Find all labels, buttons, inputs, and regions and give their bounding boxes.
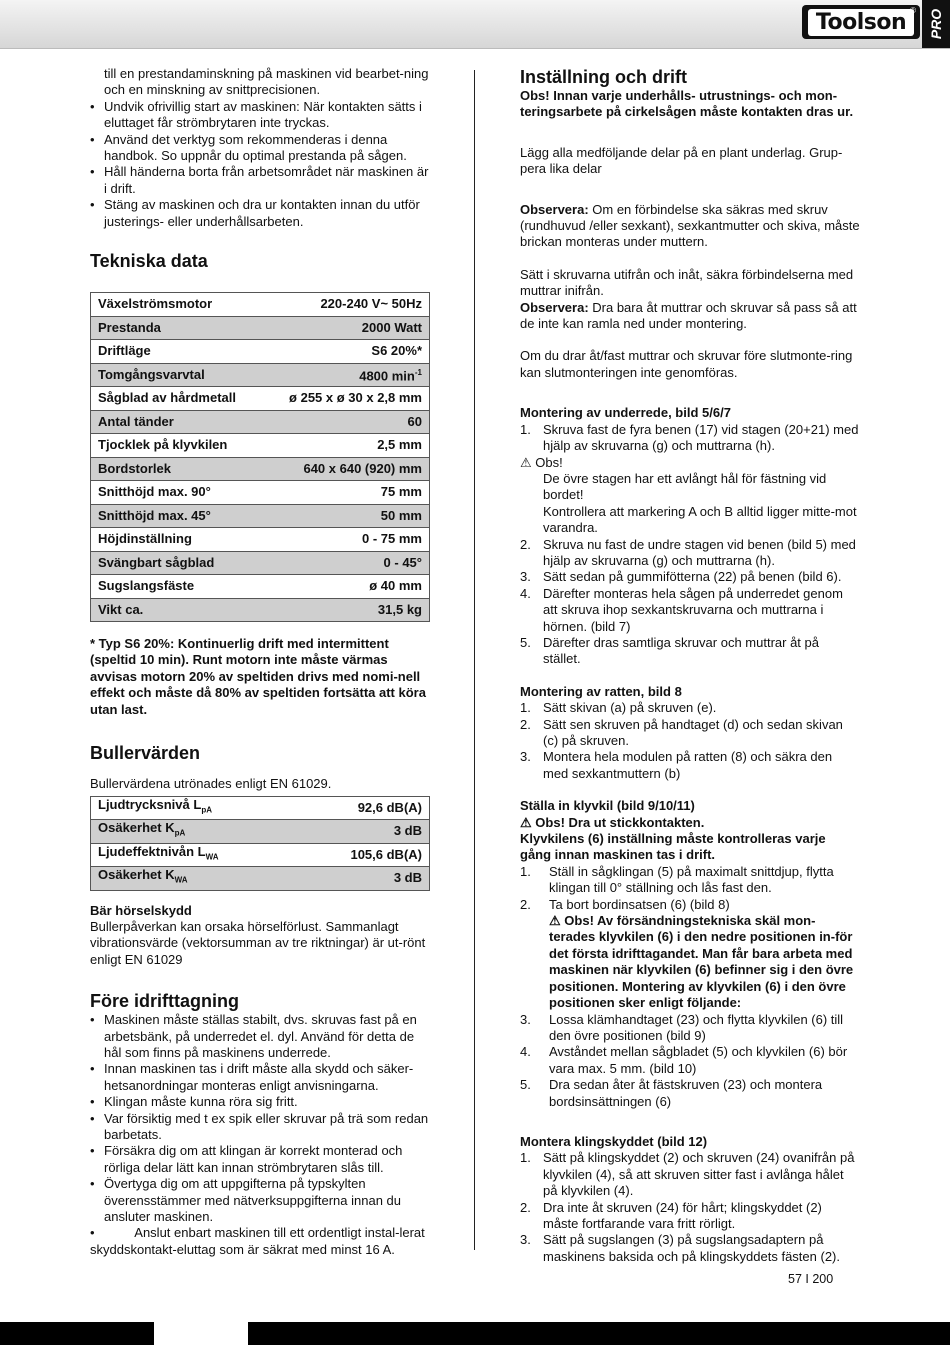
- noise-value: 3 dB: [298, 867, 430, 891]
- list-item: [520, 749, 860, 782]
- paragraph: Om du drar åt/fast muttrar och skruvar före slutmonte-ring kan slutmonteringen inte genomföras.: [520, 348, 853, 380]
- list-item: [520, 1200, 860, 1233]
- table-row: [91, 867, 430, 891]
- list-item: • Undvik ofrivillig start av maskinen: När kontakten sätts i eluttaget får strömbrytaren inte tryckas.: [90, 99, 430, 132]
- spec-value: 0 - 45°: [263, 551, 430, 575]
- spec-label: Antal tänder: [91, 410, 263, 434]
- spec-value: S6 20%*: [263, 340, 430, 364]
- step-number: 1.: [520, 700, 531, 716]
- step-text: Avståndet mellan sågbladet (5) och klyvkilen (6) bör vara max. 5 mm. (bild 10): [549, 1044, 848, 1076]
- pro-label: PRO: [928, 8, 944, 40]
- observe-label: Observera:: [520, 201, 589, 217]
- step-number: 3.: [520, 569, 531, 585]
- table-row: [91, 504, 430, 528]
- step-text: Skruva fast de fyra benen (17) vid stagen (20+21) med hjälp av skruvarna (g) och muttrarna (h).: [543, 421, 859, 454]
- section-heading: Montera klingskyddet (bild 12): [520, 1133, 708, 1149]
- spec-label: Snitthöjd max. 90°: [91, 481, 263, 505]
- list-item: [520, 1077, 860, 1110]
- noise-value: 92,6 dB(A): [298, 796, 430, 820]
- noise-value: 3 dB: [298, 820, 430, 844]
- section-heading: Montering av ratten, bild 8: [520, 683, 682, 699]
- step-number: 3.: [520, 749, 531, 765]
- list-item: • Försäkra dig om att klingan är korrekt monterad och rörliga delar lätt kan innan strömbrytaren slås till.: [90, 1143, 430, 1176]
- shipping-warning: [520, 913, 860, 1011]
- page-header: [0, 0, 950, 49]
- spec-value: [263, 363, 430, 387]
- table-row: [91, 598, 430, 622]
- tech-data-heading: Tekniska data: [90, 251, 208, 272]
- right-column: [520, 66, 860, 1265]
- before-use-bullets: [90, 1012, 430, 1225]
- list-item: • Använd det verktyg som rekommenderas i denna handbok. So uppnår du optimal prestanda på sågen.: [90, 132, 430, 165]
- section-heading: Montering av underrede, bild 5/6/7: [520, 405, 731, 421]
- list-item: [520, 586, 860, 635]
- list-item: 1. Skruva fast de fyra benen (17) vid stagen (20+21) med hjälp av skruvarna (g) och muttrarna (h).: [520, 421, 859, 454]
- table-row: [91, 843, 430, 867]
- spec-label: Tomgångsvarvtal: [91, 363, 263, 387]
- noise-label-text: Ljudtrycksnivå L: [98, 796, 202, 812]
- noise-sub: WA: [174, 875, 188, 885]
- list-item: 1. Ställ in sågklingan (5) på maximalt snittdjup, flytta klingan till 0° ställning och lås fast den.: [520, 863, 834, 896]
- table-row: [91, 434, 430, 458]
- noise-sub: pA: [174, 828, 186, 838]
- paragraph: Lägg alla medföljande delar på en plant underlag. Grup-pera lika delar: [520, 144, 843, 177]
- warning-icon: ⚠: [520, 814, 532, 830]
- list-item: • Övertyga dig om att uppgifterna på typskylten överensstämmer med nätverksuppgifterna innan du ansluter maskinen.: [90, 1176, 430, 1225]
- table-row: [91, 316, 430, 340]
- noise-heading: Bullervärden: [90, 743, 201, 764]
- spec-label: Sågblad av hårdmetall: [91, 387, 263, 411]
- spec-value: 2000 Watt: [263, 316, 430, 340]
- noise-sub: WA: [205, 852, 219, 862]
- step-text: Sätt skivan (a) på skruven (e).: [543, 700, 717, 716]
- spec-label: Prestanda: [91, 316, 263, 340]
- list-item: [520, 635, 860, 668]
- step-text: Montera hela modulen på ratten (8) och säkra den med sexkantmuttern (b): [543, 749, 833, 781]
- noise-label-text: Osäkerhet K: [98, 867, 175, 883]
- step-text: Sätt sen skruven på handtaget (d) och sedan skivan (c) på skruven.: [543, 716, 843, 748]
- warning-text: Obs! Dra ut stickkontakten.: [535, 814, 705, 830]
- list-item: [520, 537, 860, 570]
- table-row: [91, 457, 430, 481]
- spec-label: Bordstorlek: [91, 457, 263, 481]
- footer-gap: [154, 1322, 248, 1345]
- spec-value: 220-240 V~ 50Hz: [263, 293, 430, 317]
- observe-note-1: [520, 202, 860, 251]
- list-item: [520, 700, 860, 716]
- rpm-exponent: -1: [414, 367, 422, 377]
- last-bullet: • Anslut enbart maskinen till ett ordentligt instal-lerat skyddskontakt-eluttag som är säkrat med minst 16 A.: [90, 1225, 425, 1257]
- obs-line: De övre stagen har ett avlångt hål för fästning vid bordet!: [543, 470, 827, 503]
- table-row: [91, 528, 430, 552]
- page-number: 57 I 200: [788, 1272, 834, 1286]
- table-row: [91, 796, 430, 820]
- noise-value: 105,6 dB(A): [298, 843, 430, 867]
- step-text: Lossa klämhandtaget (23) och flytta klyvkilen (6) till den övre positionen (bild 9): [549, 1011, 844, 1043]
- noise-label: [91, 820, 298, 844]
- spec-value: ø 40 mm: [263, 575, 430, 599]
- obs-label: Obs!: [535, 454, 563, 470]
- spec-value: 50 mm: [263, 504, 430, 528]
- list-item: • Innan maskinen tas i drift måste alla skydd och säker-hetsanordningar monteras enligt anvisningarna.: [90, 1061, 430, 1094]
- spec-label: Snitthöjd max. 45°: [91, 504, 263, 528]
- spec-label: Svängbart sågblad: [91, 551, 263, 575]
- spec-value: 2,5 mm: [263, 434, 430, 458]
- maintenance-warning: Obs! Innan varje underhålls- utrustnings- och mon-teringsarbete på cirkelsågen måste kontakten dras ur.: [520, 88, 854, 120]
- noise-label: [91, 843, 298, 867]
- table-row: [91, 293, 430, 317]
- table-row: [91, 575, 430, 599]
- base-steps: [520, 422, 860, 455]
- tech-data-table: [90, 292, 430, 622]
- step-number: 3.: [520, 1232, 531, 1248]
- rpm-value: 4800 min: [359, 368, 415, 384]
- warning-icon: ⚠: [549, 913, 561, 929]
- step-text: Därefter monteras hela sågen på underredet genom att skruva ihop sexkantskruvarna och muttrarna i hörnen. (bild 7): [543, 585, 843, 634]
- spec-value: 31,5 kg: [263, 598, 430, 622]
- intro-continuation: till en prestandaminskning på maskinen vid bearbet-ning och en minskning av snittprecisionen.: [104, 66, 429, 98]
- spec-value: 60: [263, 410, 430, 434]
- observe-note-2: [520, 300, 860, 333]
- spec-label: Höjdinställning: [91, 528, 263, 552]
- toolson-logo: [802, 5, 920, 39]
- obs-line: Kontrollera att markering A och B alltid ligger mitte-mot varandra.: [543, 503, 857, 536]
- step-text: Dra sedan åter åt fästskruven (23) och montera bordsinsättningen (6): [549, 1077, 823, 1109]
- spec-label: Vikt ca.: [91, 598, 263, 622]
- table-row: [91, 551, 430, 575]
- duty-footnote: * Typ S6 20%: Kontinuerlig drift med intermittent (speltid 10 min). Runt motorn inte måste värmas avvisas motorn 20% av speltiden drivs med nomi-nell effekt och måste då 80% av speltiden fortsätta att köra utan last.: [90, 636, 426, 717]
- riving-knife-note: Klyvkilens (6) inställning måste kontrolleras varje gång innan maskinen tas i drift.: [520, 831, 826, 863]
- list-item: • Var försiktig med t ex spik eller skruvar på trä som redan barbetats.: [90, 1111, 430, 1144]
- spec-label: Sugslangsfäste: [91, 575, 263, 599]
- registered-mark: ®: [910, 6, 916, 15]
- noise-intro: Bullervärdena utrönades enligt EN 61029.: [90, 776, 332, 792]
- step-text: Sätt på sugslangen (3) på sugslangsadaptern på maskinens baksida och på klingskyddets fästen (2).: [543, 1232, 840, 1264]
- base-steps-cont: [520, 537, 860, 668]
- list-item: [520, 1044, 860, 1077]
- noise-table: [90, 796, 430, 891]
- wheel-steps: [520, 700, 860, 782]
- last-bullet-text: Anslut enbart maskinen till ett ordentligt instal-lerat skyddskontakt-eluttag som är säkrat med minst 16 A.: [90, 1225, 425, 1257]
- before-use-heading: Före idrifttagning: [90, 991, 239, 1012]
- settings-heading: Inställning och drift: [520, 67, 687, 87]
- noise-sub: pA: [201, 805, 212, 815]
- step-number: 4.: [520, 1044, 531, 1060]
- spec-value: 0 - 75 mm: [263, 528, 430, 552]
- footer-bar: [0, 1322, 950, 1345]
- list-item: 2. Ta bort bordinsatsen (6) (bild 8): [520, 896, 730, 912]
- left-column: [90, 66, 430, 1258]
- noise-label: [91, 867, 298, 891]
- intro-bullets: [90, 99, 430, 230]
- unplug-warning: [520, 815, 860, 831]
- step-number: 3.: [520, 1011, 531, 1027]
- step-number: 5.: [520, 1077, 531, 1093]
- paragraph: Sätt i skruvarna utifrån och inåt, säkra förbindelserna med muttrar inifrån.: [520, 266, 854, 299]
- step-number: 5.: [520, 634, 531, 650]
- obs-note: [520, 455, 860, 471]
- observe-text: Dra bara åt muttrar och skruvar så pass så att de inte kan ramla ned under montering.: [520, 299, 857, 332]
- step-number: 4.: [520, 585, 531, 601]
- logo-text: Toolson: [808, 9, 914, 36]
- spec-label: Tjocklek på klyvkilen: [91, 434, 263, 458]
- noise-label-text: Osäkerhet K: [98, 820, 175, 836]
- observe-text: Om en förbindelse ska säkras med skruv (rundhuvud /eller sexkant), sexkantmutter och skiva, måste brickan monteras under muttern.: [520, 201, 860, 250]
- spec-value: 75 mm: [263, 481, 430, 505]
- list-item: • Maskinen måste ställas stabilt, dvs. skruvas fast på en arbetsbänk, på underredet el. dyl. Använd för detta de hål som finns på maskinens underrede.: [90, 1012, 430, 1061]
- column-divider: [474, 70, 475, 1250]
- step-text: Skruva nu fast de undre stagen vid benen (bild 5) med hjälp av skruvarna (g) och muttrarna (h).: [543, 536, 856, 568]
- list-item: • Stäng av maskinen och dra ur kontakten innan du utför justerings- eller underhållsarbeten.: [90, 197, 430, 230]
- pro-badge: [922, 0, 950, 48]
- hearing-heading: Bär hörselskydd: [90, 902, 192, 918]
- step-text: Sätt på klingskyddet (2) och skruven (24) ovanifrån på klyvkilen (4), så att skruven sitter fast i avlånga hålet på klyvkilen (4).: [543, 1150, 855, 1199]
- section-heading: Ställa in klyvkil (bild 9/10/11): [520, 798, 695, 814]
- spec-value: 640 x 640 (920) mm: [263, 457, 430, 481]
- list-item: • Håll händerna borta från arbetsområdet när maskinen är i drift.: [90, 164, 430, 197]
- list-item: [520, 1150, 860, 1199]
- spec-value: ø 255 x ø 30 x 2,8 mm: [263, 387, 430, 411]
- blade-guard-steps: [520, 1150, 860, 1265]
- riving-knife-steps-cont: [520, 1012, 860, 1110]
- list-item: [520, 1232, 860, 1265]
- table-row: [91, 363, 430, 387]
- noise-label-text: Ljudeffektnivån L: [98, 843, 206, 859]
- warning-text: Obs! Av försändningstekniska skäl mon-terades klyvkilen (6) i den nedre positionen in-för det första idrifttagandet. Man får bara arbeta med maskinen när klyvkilen (6) befinner sig i den övre positionen. Montering av klyvkilen (6) i den övre positionen sker enligt följande:: [549, 913, 854, 1011]
- step-number: 2.: [520, 716, 531, 732]
- list-item: [520, 717, 860, 750]
- step-text: Dra inte åt skruven (24) för hårt; klingskyddet (2) måste fortfarande vara fritt rörligt.: [543, 1199, 822, 1231]
- list-item: • Klingan måste kunna röra sig fritt.: [90, 1094, 430, 1110]
- step-number: 2.: [520, 536, 531, 552]
- observe-label: Observera:: [520, 299, 589, 315]
- step-number: 2.: [520, 1199, 531, 1215]
- step-text: Ställ in sågklingan (5) på maximalt snittdjup, flytta klingan till 0° ställning och lås fast den.: [549, 863, 834, 896]
- list-item: [520, 569, 860, 585]
- riving-knife-steps: [520, 864, 860, 913]
- table-row: [91, 410, 430, 434]
- step-text: Därefter dras samtliga skruvar och muttrar åt på stället.: [543, 634, 819, 667]
- step-text: Ta bort bordinsatsen (6) (bild 8): [549, 896, 730, 912]
- table-row: [91, 820, 430, 844]
- spec-label: Växelströmsmotor: [91, 293, 263, 317]
- spec-label: Driftläge: [91, 340, 263, 364]
- hearing-text: Bullerpåverkan kan orsaka hörselförlust. Sammanlagt vibrationsvärde (vektorsumman av tre riktningar) är ut-rönt enligt EN 61029: [90, 918, 426, 967]
- table-row: [91, 387, 430, 411]
- warning-icon: ⚠: [520, 454, 532, 470]
- list-item: [520, 1012, 860, 1045]
- table-row: [91, 340, 430, 364]
- noise-label: [91, 796, 298, 820]
- table-row: [91, 481, 430, 505]
- step-number: 1.: [520, 1150, 531, 1166]
- step-text: Sätt sedan på gummifötterna (22) på benen (bild 6).: [543, 569, 842, 585]
